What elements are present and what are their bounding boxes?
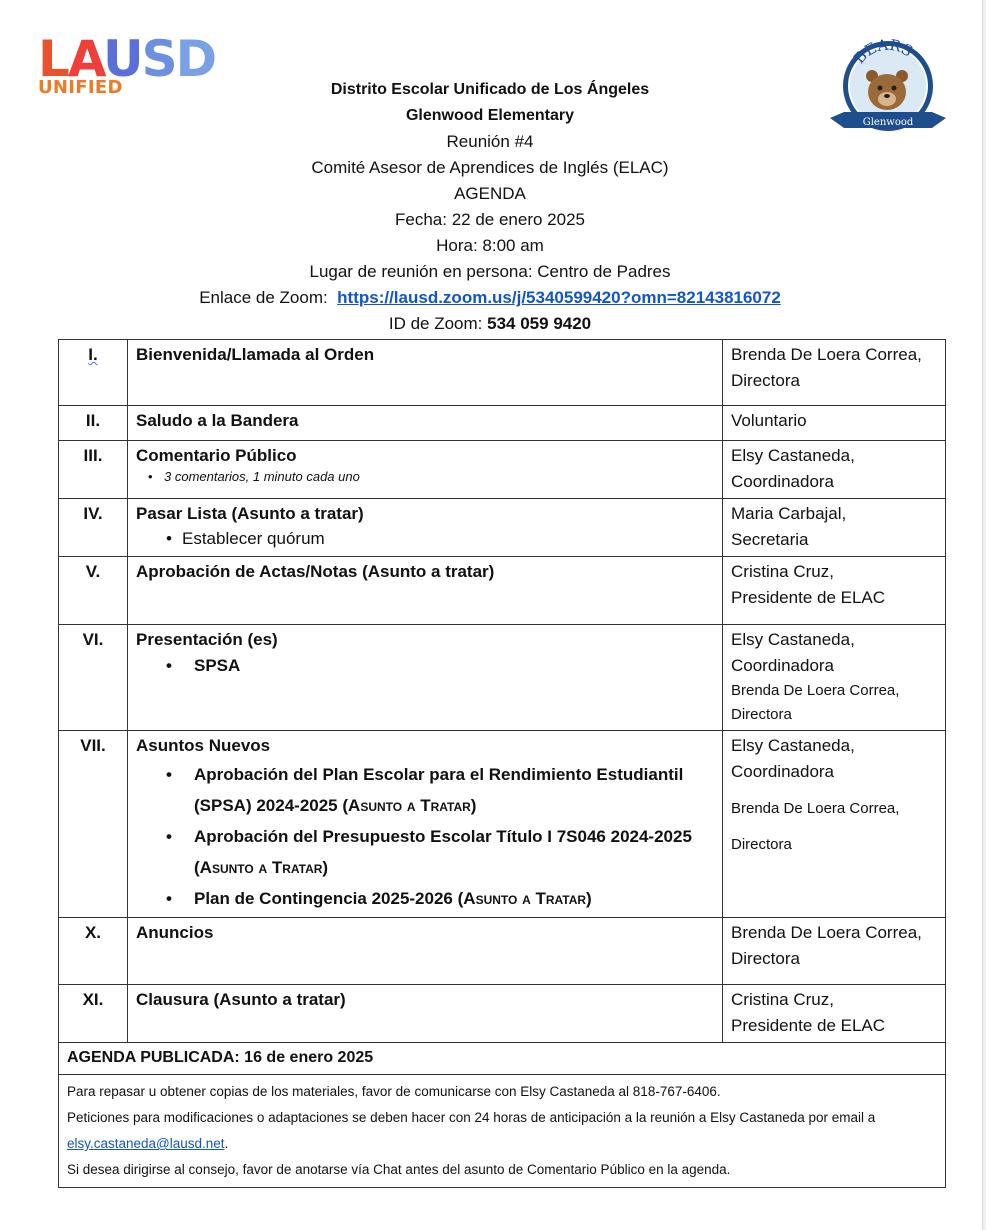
agenda-table bbox=[58, 339, 946, 1188]
svg-text:Glenwood: Glenwood bbox=[862, 117, 914, 128]
table-row: IV. Pasar Lista (Asunto a tratar) • Establecer quórum Maria Carbajal, Secretaria bbox=[59, 499, 946, 557]
table-row: III. Comentario Público • 3 comentarios, 1 minuto cada uno Elsy Castaneda, Coordinadora bbox=[59, 441, 946, 499]
table-row: XI. Clausura (Asunto a tratar) Cristina Cruz, Presidente de ELAC bbox=[59, 985, 946, 1043]
table-row: V. Aprobación de Actas/Notas (Asunto a tratar) Cristina Cruz, Presidente de ELAC bbox=[59, 557, 946, 625]
meeting-place: Lugar de reunión en persona: Centro de Padres bbox=[309, 262, 671, 281]
notes-row: Para repasar u obtener copias de los materiales, favor de comunicarse con Elsy Castaneda al 818-767-6406. Peticiones para modificaciones o adaptaciones se deben hacer con 24 horas de anticipación a la reunión a Elsy Castaneda por email a elsy.castaneda@lausd.net. Si desea dirigirse al consejo, favor de anotarse vía Chat antes del asunto de Comentario Público en la agenda. bbox=[59, 1075, 946, 1188]
table-row: VII. Asuntos Nuevos • Aprobación del Plan Escolar para el Rendimiento Estudiantil (SPSA) 2024-2025 (Asunto a Tratar) • Aprobación del Presupuesto Escolar Título I 7S046 2024-2025 (Asunto a Tratar) • Plan de Contingencia 2025-2026 (Asunto a Tratar) Elsy Castaneda, Coordinadora Brenda De Loera Correa, Directora bbox=[59, 731, 946, 918]
school-name: Glenwood Elementary bbox=[405, 107, 575, 124]
committee-name: Comité Asesor de Aprendices de Inglés (ELAC) bbox=[311, 158, 669, 177]
zoom-link-line: Enlace de Zoom: https://lausd.zoom.us/j/5340599420?omn=82143816072 bbox=[199, 288, 781, 307]
meeting-number: Reunión #4 bbox=[446, 132, 534, 151]
zoom-id-line: ID de Zoom: 534 059 9420 bbox=[388, 314, 592, 333]
table-row: II. Saludo a la Bandera Voluntario bbox=[59, 406, 946, 441]
published-row: AGENDA PUBLICADA: 16 de enero 2025 bbox=[59, 1043, 946, 1075]
zoom-link[interactable]: https://lausd.zoom.us/j/5340599420?omn=82143816072 bbox=[337, 288, 781, 307]
table-row: X. Anuncios Brenda De Loera Correa, Directora bbox=[59, 918, 946, 985]
meeting-date: Fecha: 22 de enero 2025 bbox=[395, 210, 585, 229]
email-link[interactable]: elsy.castaneda@lausd.net bbox=[67, 1136, 225, 1151]
zoom-id: 534 059 9420 bbox=[487, 314, 592, 333]
table-row: I. Bienvenida/Llamada al Orden Brenda De Loera Correa, Directora bbox=[59, 340, 946, 406]
table-row: VI. Presentación (es) • SPSA Elsy Castaneda, Coordinadora Brenda De Loera Correa, Directora bbox=[59, 625, 946, 731]
district-name: Distrito Escolar Unificado de Los Ángeles bbox=[330, 81, 650, 98]
meeting-time: Hora: 8:00 am bbox=[436, 236, 544, 255]
lausd-logo: LAUSD UNIFIED bbox=[38, 30, 216, 98]
agenda-title: AGENDA bbox=[454, 184, 526, 203]
svg-text:BEARS: BEARS bbox=[850, 36, 916, 68]
agenda-header bbox=[60, 77, 920, 337]
